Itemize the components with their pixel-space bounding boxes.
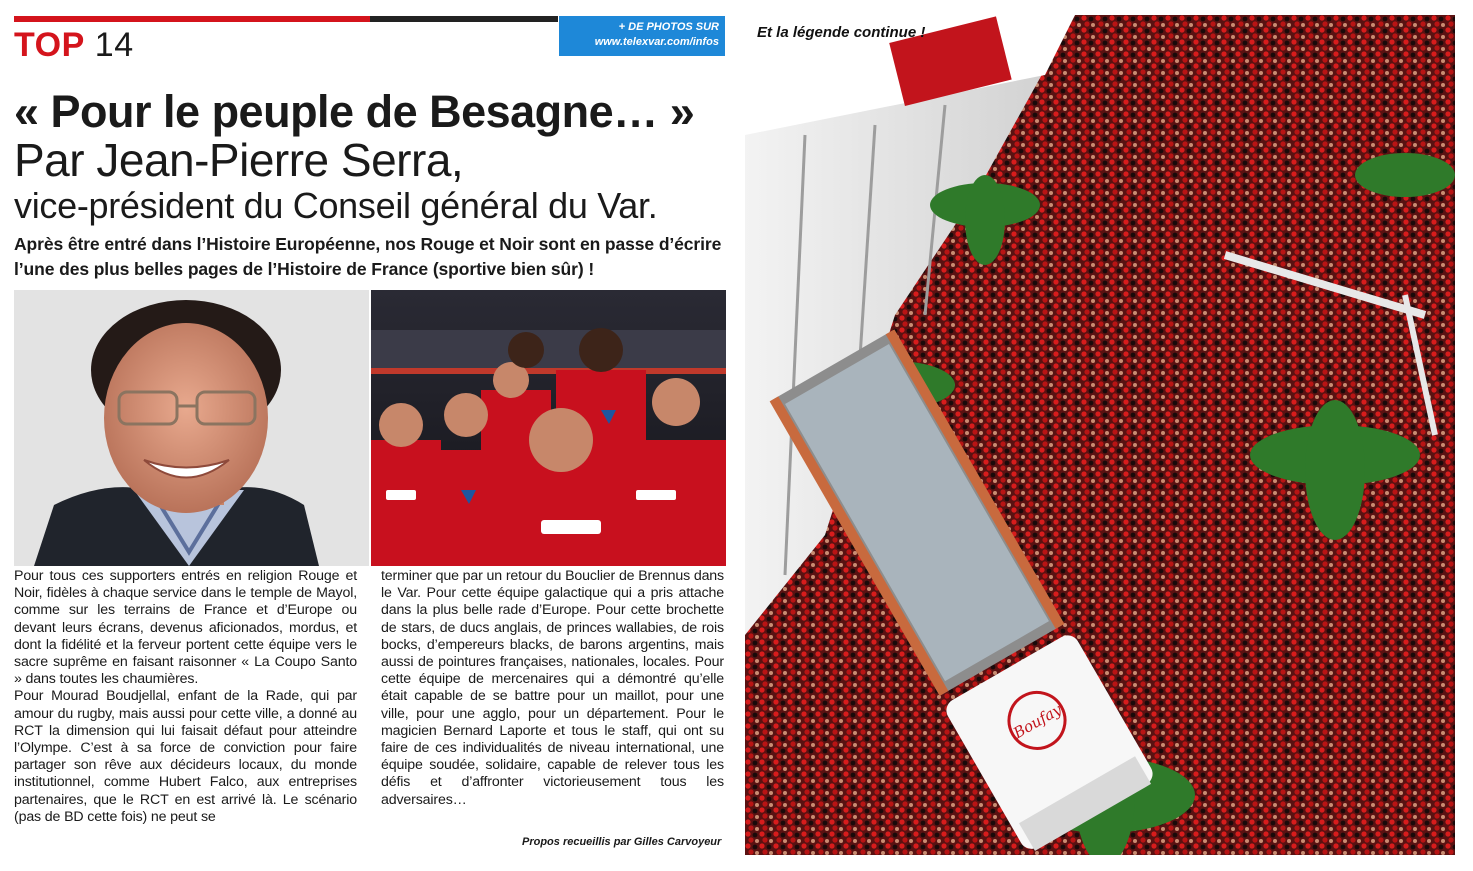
header-rule-red — [14, 16, 370, 22]
promo-line1: + DE PHOTOS SUR — [618, 21, 719, 33]
truck-logo: Boufay — [1010, 700, 1065, 743]
author-role: vice-président du Conseil général du Var. — [14, 185, 658, 226]
portrait-illustration — [14, 290, 369, 566]
crowd-photo-caption: Et la légende continue ! — [757, 24, 926, 41]
article-title: « Pour le peuple de Besagne… » — [14, 86, 695, 137]
article-lead: Après être entré dans l’Histoire Européenne, nos Rouge et Noir sont en passe d’écrire l’une des plus belles pages de l’Histoire de France (sportive bien sûr) ! — [14, 234, 722, 279]
header-rule-dark — [370, 16, 558, 22]
article-signature: Propos recueillis par Gilles Carvoyeur — [522, 836, 722, 848]
portrait-photo — [14, 290, 369, 566]
photos-promo-box[interactable] — [559, 16, 725, 56]
article-column-1 — [14, 568, 357, 826]
crowd-illustration — [745, 15, 1455, 855]
article-column-2 — [381, 568, 724, 809]
article-author: Par Jean-Pierre Serra, — [14, 134, 464, 186]
section-rubric — [14, 26, 134, 64]
paragraph: Pour tous ces supporters entrés en religion Rouge et Noir, fidèles à chaque service dans le temple de Mayol, comme sur les terrains de France et d’Europe ou devant leurs écrans, devenus aficionados, mordus, et dont la fidélité et la ferveur portent cette équipe vers le sacre suprême en faisant raisonner « La Coupo Santo » dans toutes les chaumières. — [14, 568, 357, 688]
paragraph: Pour Mourad Boudjellal, enfant de la Rade, qui par amour du rugby, mais aussi pour cette ville, a donné au RCT la dimension qui lui faisait défaut pour atteindre l’Olympe. C’est à sa force de conviction pour faire partager son rêve aux décideurs locaux, du monde institutionnel, comme Hubert Falco, aux entreprises partenaires, que le RCT en est arrivé là. Le scénario (pas de BD cette fois) ne peut se — [14, 688, 357, 825]
players-selfie-photo — [371, 290, 726, 566]
rubric-number: 14 — [94, 25, 134, 64]
promo-link[interactable]: www.telexvar.com/infos — [594, 36, 719, 48]
players-illustration — [371, 290, 726, 566]
rubric-top: TOP — [14, 25, 85, 64]
crowd-parade-photo — [745, 15, 1455, 855]
paragraph: terminer que par un retour du Bouclier de Brennus dans le Var. Pour cette équipe galactique qui a pris attache dans la plus belle rade d’Europe. Pour cette brochette de stars, de ducs anglais, de princes wallabies, de rois bocks, d’empereurs blacks, de barons argentins, mais aussi de pointures françaises, nationales, locales. Pour cette équipe de mercenaires qui a démontré qu’elle était capable de se battre pour un maillot, pour une ville, pour une agglo, pour un département. Pour le magicien Bernard Laporte et tous le staff, qui ont su faire de ces individualités de niveau international, une équipe soudée, solidaire, capable de relever tous les défis et d’affronter victorieusement tous les adversaires… — [381, 568, 724, 808]
